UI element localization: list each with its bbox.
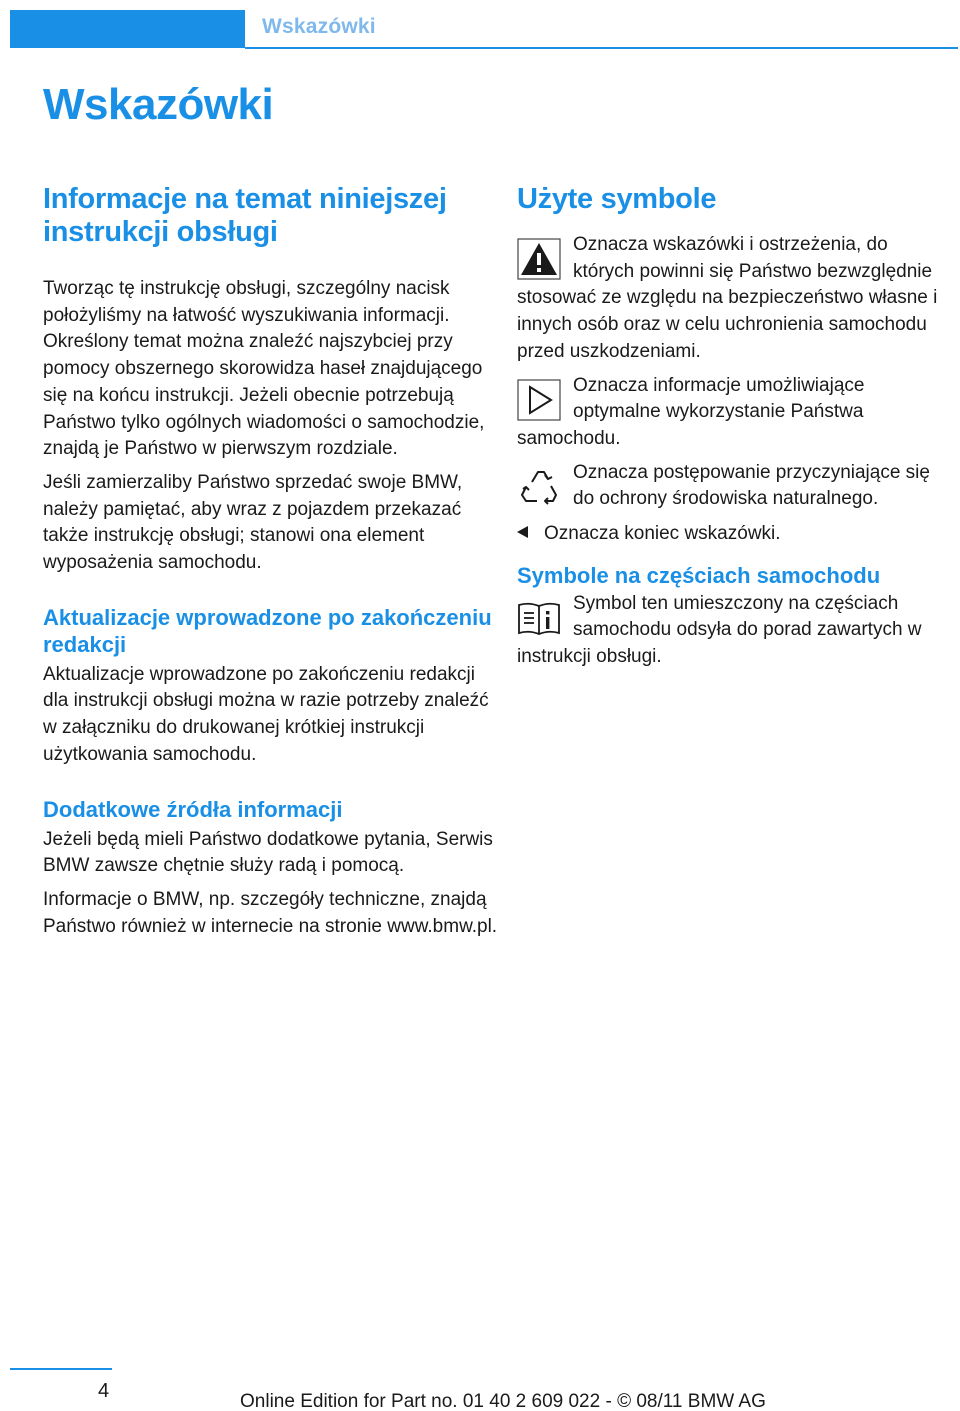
- right-column: [517, 183, 952, 671]
- vehicle-symbols-heading: Symbole na częściach samochodu: [517, 562, 881, 588]
- play-triangle-icon: [517, 379, 561, 421]
- book-symbol-text: Symbol ten umieszczony na częściach samochodu odsyła do porad zawartych w instrukcji obsługi.: [517, 592, 922, 668]
- sources-paragraph-1: Jeżeli będą mieli Państwo dodatkowe pytania, Serwis BMW zawsze chętnie służy radą i pomocą.: [43, 828, 493, 877]
- info-symbol-text: Oznacza informacje umożliwiające optymalne wykorzystanie Państwa samochodu.: [517, 374, 865, 449]
- updates-paragraph: Aktualizacje wprowadzone po zakończeniu redakcji dla instrukcji obsługi można w razie potrzeby znaleźć w załączniku do drukowanej krótkiej instrukcji użytkowania samochodu.: [43, 663, 489, 765]
- warning-triangle-icon: [517, 238, 561, 280]
- updates-heading: Aktualizacje wprowadzone po zakończeniu redakcji: [43, 604, 492, 657]
- manual-book-icon: [517, 599, 561, 641]
- about-manual-paragraph-2: Jeśli zamierzaliby Państwo sprzedać swoje BMW, należy pamiętać, aby wraz z pojazdem przekazać także instrukcję obsługi; stanowi ona element wyposażenia samochodu.: [43, 471, 463, 574]
- book-symbol-entry: [517, 591, 952, 671]
- environment-symbol-text: Oznacza postępowanie przyczyniające się do ochrony środowiska naturalnego.: [573, 461, 930, 510]
- warning-symbol-entry: [517, 232, 952, 366]
- footer-rule: [10, 1368, 112, 1370]
- footer-edition-text: Online Edition for Part no. 01 40 2 609 022 - © 08/11 BMW AG: [240, 1391, 766, 1411]
- sources-heading: Dodatkowe źródła informacji: [43, 796, 343, 822]
- end-marker-icon: [517, 526, 528, 538]
- sources-paragraph-2: Informacje o BMW, np. szczegóły techniczne, znajdą Państwo również w internecie na stronie www.bmw.pl.: [43, 888, 498, 937]
- end-symbol-entry: [517, 521, 952, 548]
- recycle-icon: [517, 466, 561, 508]
- warning-symbol-text: Oznacza wskazówki i ostrzeżenia, do których powinni się Państwo bezwzględnie stosować ze względu na bezpieczeństwo własne i innych osób oraz w celu uchronienia samochodu przed uszkodzeniami.: [517, 234, 938, 362]
- header-rule: [245, 47, 958, 49]
- page-title: Wskazówki: [43, 80, 274, 129]
- header-section-title: Wskazówki: [262, 15, 376, 38]
- symbols-heading: Użyte symbole: [517, 183, 717, 215]
- about-manual-heading: Informacje na temat niniejszej instrukcji obsługi: [43, 183, 447, 248]
- header-accent-bar: [10, 10, 245, 48]
- left-column: [43, 183, 498, 940]
- end-symbol-text: Oznacza koniec wskazówki.: [544, 523, 781, 545]
- environment-symbol-entry: [517, 460, 952, 513]
- page-number: 4: [98, 1380, 110, 1402]
- about-manual-paragraph-1: Tworząc tę instrukcję obsługi, szczególny nacisk położyliśmy na łatwość wyszukiwania informacji. Określony temat można znaleźć najszybciej przy pomocy obszernego skorowidza haseł znajdującego się na końcu instrukcji. Jeżeli obecnie potrzebują Państwo tylko ogólnych wiadomości o samochodzie, znajdą je Państwo w pierwszym rozdziale.: [43, 278, 485, 460]
- info-symbol-entry: [517, 373, 952, 453]
